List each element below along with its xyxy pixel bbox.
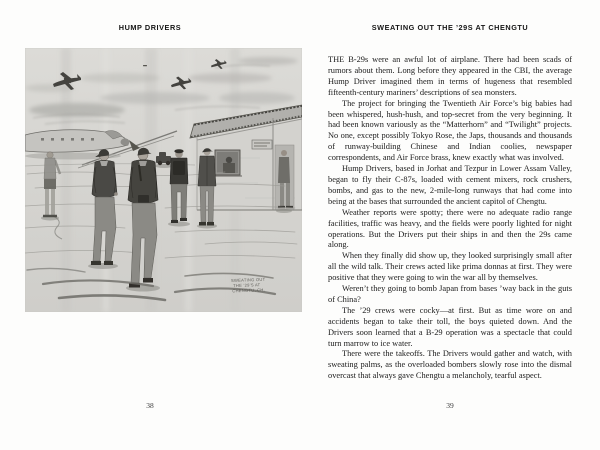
running-header-left: HUMP DRIVERS [118,23,182,32]
page-number-left: 38 [146,401,154,410]
paragraph: Hump Drivers, based in Jorhat and Tezpur in Lower Assam Valley, began to fly their C-87s, loaded with cement mixers, rock crushers, bombs, and gas to the new, 2-mile-long runways that had come into being at the bases that surrounded the ancient capitol of Chengtu. [328,164,572,206]
sign-sketch [252,140,272,149]
hump-drivers-illustration [25,48,302,312]
paragraph: There were the takeoffs. The Drivers would gather and watch, with sweating palms, as the overloaded bombers slowly rose into the dismal overcast that always gave Chengtu a melancholy, tearful aspect. [328,349,572,381]
pencil-sketch [25,48,302,312]
paragraph: Weren’t they going to bomb Japan from bases ’way back in the guts of China? [328,284,572,304]
running-header-right: SWEATING OUT THE ’29S AT CHENGTU [371,23,529,32]
paragraph: The ’29 crews were cocky—at first. But as time wore on and accidents began to take their toll, the boys quieted down. And the Drivers soon learned that a B-29 operation was a spectacle that could turn marrow to ice water. [328,305,572,348]
paragraph: The project for bringing the Twentieth Air Force’s big babies had been whispered, hush-hush, and top-secret from the very beginning. It had been known variously as the “Matterhorn” and “Twilight” projects. No one, except possibly Tokyo Rose, the Japs, thousands and thousands of runway-building Chinese and Indian coolies, newspaper correspondents, and Air Force brass, knew exactly what was involved. [328,98,572,163]
paragraph: Weather reports were spotty; there were no adequate radio range facilities, traffic was heavy, and the fields were poorly lighted for night operations. But the Drivers put their ships in and then the 29s came along. [328,207,572,250]
paragraph: When they finally did show up, they looked surprisingly small after all the wild talk. Their crews acted like prima donnas at first. They were positive that they were going to win the war all by themselves. [328,251,572,283]
body-text [328,55,572,382]
paragraph: THE B-29s were an awful lot of airplane. There had been scads of rumors about them. Long before they appeared in the CBI, the average Hump Driver imagined them in terms of hugeness that resembled fifteenth-century mariners’ descriptions of sea monsters. [328,55,572,97]
right-page [300,0,600,450]
illustration-caption: SWEATING OUT THE ’29’S AT CHENGTU, CH. [230,276,266,294]
page-number-right: 39 [446,401,454,410]
